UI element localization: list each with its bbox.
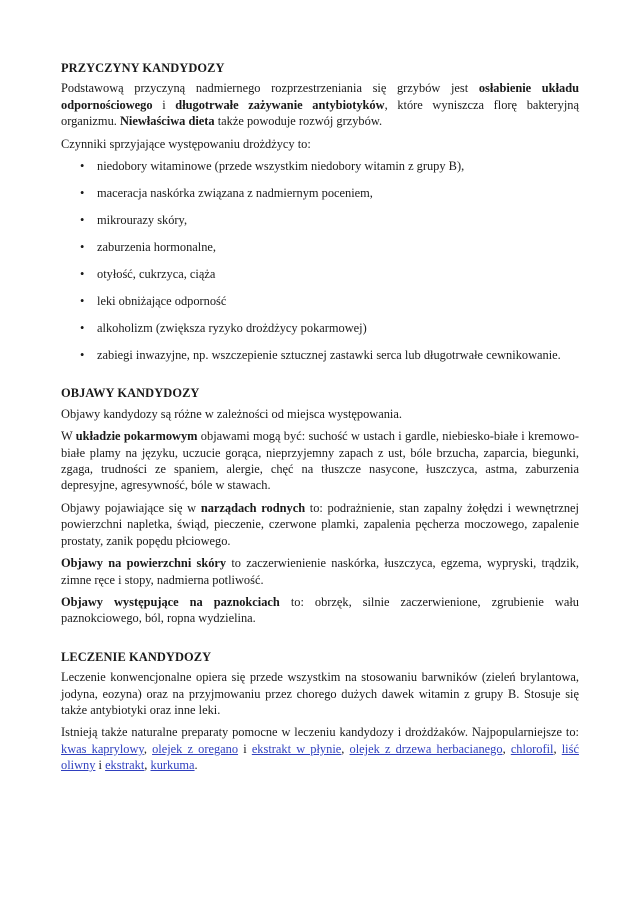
list-item [61,347,579,363]
heading-treatment: LECZENIE KANDYDOZY [61,649,212,664]
bullet-icon: • [80,159,85,174]
text-run: i [95,758,106,773]
bullet-icon: • [80,213,85,228]
list-item [61,239,579,255]
text-run: , [341,741,350,756]
text-run: , [143,741,153,756]
text-run: , które wyniszcza florę bakteryjną organizmu. [61,97,579,129]
list-item [61,212,579,228]
list-item-text: zabiegi inwazyjne, np. wszczepienie sztucznej zastawki serca lub długotrwałe cewnikowanie. [97,348,561,363]
text-run: także powoduje rozwój grzybów. [214,114,383,129]
factors-list [61,158,579,363]
list-item-text: mikrourazy skóry, [97,213,188,228]
list-item-text: zaburzenia hormonalne, [97,240,217,255]
section-treatment [61,649,579,774]
text-run: , [553,741,562,756]
list-item-text: niedobory witaminowe (przede wszystkim niedobory witamin z grupy B), [97,159,465,174]
symptoms-intro: Objawy kandydozy są różne w zależności od miejsca występowania. [61,406,402,421]
remedy-link[interactable]: chlorofil [510,741,554,756]
text-run: . [194,758,198,773]
section-causes [61,60,579,363]
list-item-text: alkoholizm (zwiększa ryzyko drożdżycy pokarmowej) [97,321,367,336]
list-item [61,293,579,309]
text-run: Podstawową przyczyną nadmiernego rozprzestrzeniania się grzybów jest [61,81,479,96]
symptoms-reproductive [61,500,579,549]
symptoms-nails [61,594,579,627]
bullet-icon: • [80,348,85,363]
text-run: i [238,741,252,756]
bold-text: Niewłaściwa dieta [119,114,215,129]
symptoms-skin [61,555,579,588]
text-run: , [144,758,151,773]
treatment-conventional: Leczenie konwencjonalne opiera się przede wszystkim na stosowaniu barwników (zieleń brylantowa, jodyna, eozyna) oraz na przyjmowaniu przez chorego dużych dawek witamin z grupy B. Stosuje się także antybiotyki oraz inne leki. [61,670,579,717]
section-symptoms [61,385,579,626]
text-run: objawami mogą być: suchość w ustach i gardle, niebiesko-białe i kremowo-białe plamy na języku, uczucie gorąca, nieprzyjemny zapach z ust, bóle brzucha, zaparcia, biegunki, zgaga, trudności ze spaniem, alergie, chęć na tłuszcze nasycone, łuszczyca, astma, zaburzenia depresyjne, agresywność, bóle w stawach. [61,429,579,493]
treatment-natural [61,724,579,773]
remedy-link[interactable]: olejek z drzewa herbacianego [349,741,503,756]
text-run: to zaczerwienienie naskórka, łuszczyca, egzema, wypryski, trądzik, zimne ręce i stopy, nadmierna potliwość. [61,556,579,587]
factors-intro: Czynniki sprzyjające występowaniu drożdżycy to: [61,136,311,151]
remedy-link[interactable]: kurkuma [150,758,195,773]
text-run: , [502,741,511,756]
bold-text: Objawy występujące na paznokciach [61,594,280,609]
bullet-icon: • [80,267,85,282]
bold-text: osłabienie układu odpornościowego [61,81,579,112]
causes-paragraph [61,80,579,129]
symptoms-digestive [61,428,579,494]
text-run: Istnieją także naturalne preparaty pomocne w leczeniu kandydozy i drożdżaków. Najpopularniejsze to: [61,725,579,740]
text-run: to: podrażnienie, stan zapalny żołędzi i wewnętrznej powierzchni napletka, świąd, pieczenie, czerwone plamki, zapalenia pęcherza moczowego, zapalenie prostaty, zanik popędu płciowego. [61,500,579,548]
bullet-icon: • [80,294,85,309]
list-item [61,158,579,174]
bold-text: układzie pokarmowym [75,429,198,444]
text-run: Objawy pojawiające się w [61,500,201,515]
heading-symptoms: OBJAWY KANDYDOZY [61,386,200,401]
bullet-icon: • [80,321,85,336]
remedy-link[interactable]: ekstrakt w płynie [251,741,342,756]
list-item [61,266,579,282]
list-item [61,320,579,336]
text-run: i [152,97,176,112]
remedy-link[interactable]: ekstrakt [105,758,145,773]
list-item [61,185,579,201]
remedy-link[interactable]: kwas kaprylowy [61,741,144,756]
bullet-icon: • [80,186,85,201]
text-run: to: obrzęk, silnie zaczerwienione, zgrubienie wału paznokciowego, ból, ropna wydzielina. [61,594,579,626]
bold-text: narządach rodnych [200,500,306,515]
remedy-link[interactable]: olejek z oregano [152,741,239,756]
bold-text: długotrwałe zażywanie antybiotyków [175,97,385,112]
list-item-text: leki obniżające odporność [97,294,227,309]
remedy-link[interactable]: liść oliwny [61,741,579,773]
bullet-icon: • [80,240,85,255]
list-item-text: maceracja naskórka związana z nadmiernym poceniem, [97,186,373,201]
text-run: W [61,429,76,444]
bold-text: Objawy na powierzchni skóry [61,556,227,571]
heading-causes: PRZYCZYNY KANDYDOZY [61,61,225,75]
list-item-text: otyłość, cukrzyca, ciąża [97,267,216,282]
